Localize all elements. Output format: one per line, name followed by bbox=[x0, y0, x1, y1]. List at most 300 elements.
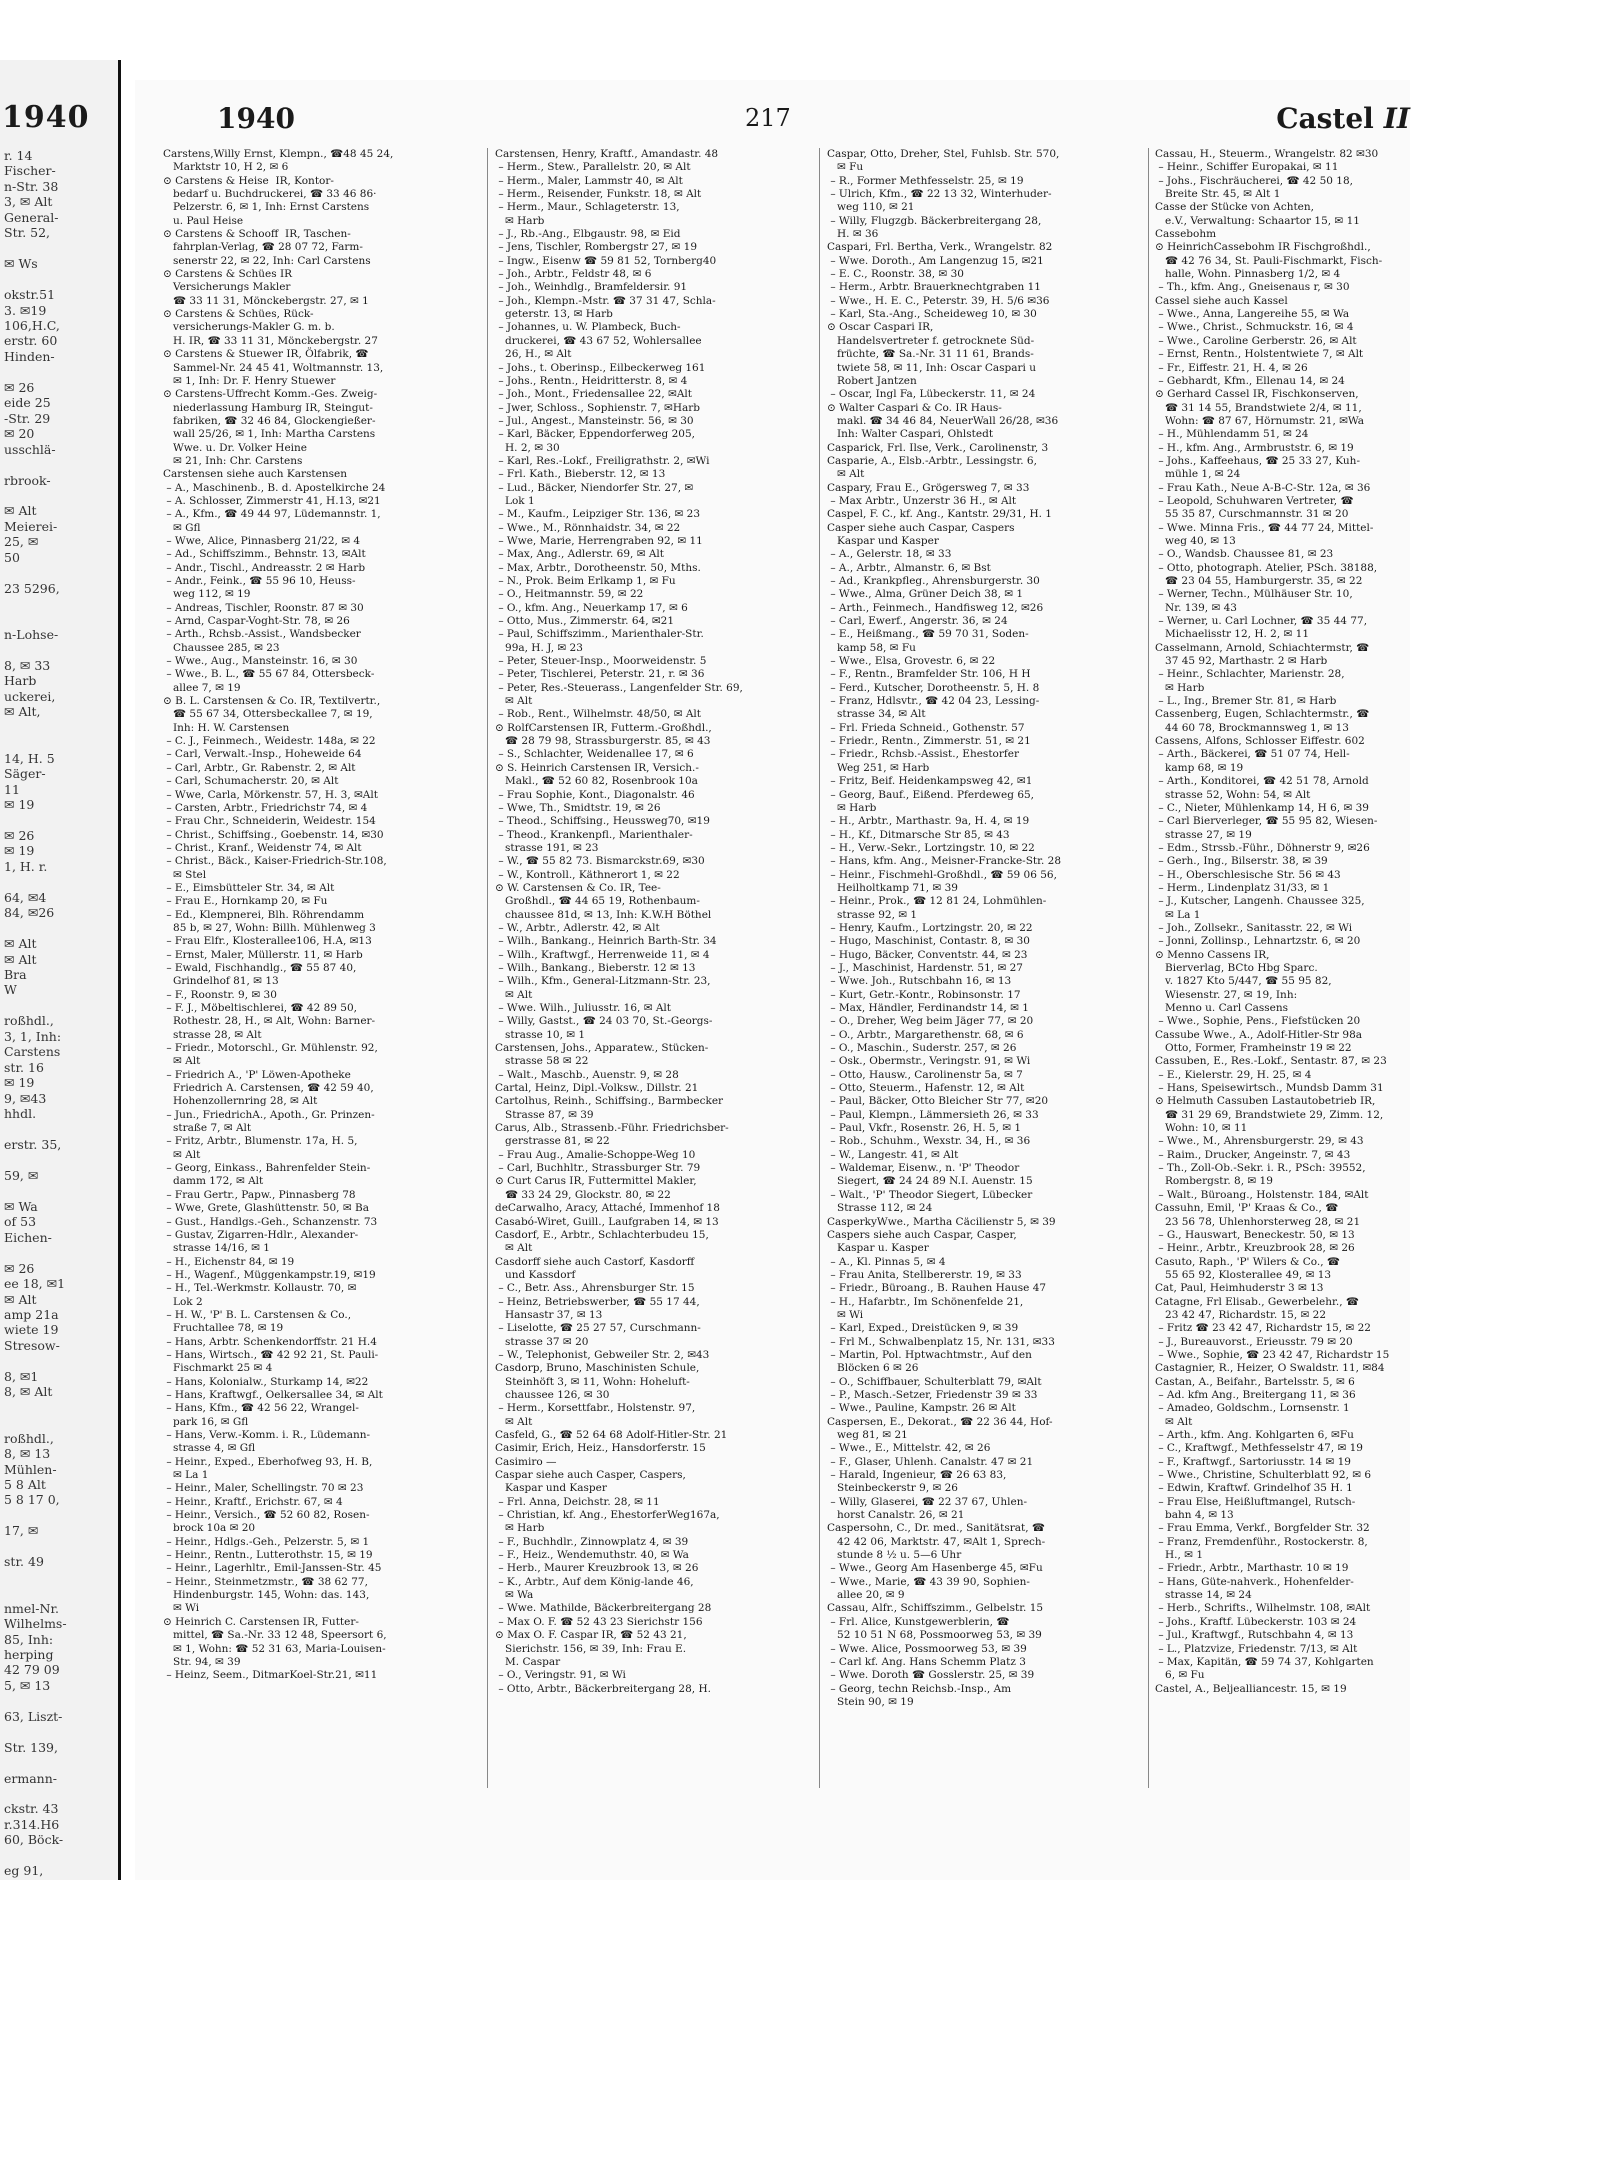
directory-entry-line: – Hans, Speisewirtsch., Mundsb Damm 31 bbox=[1155, 1082, 1384, 1095]
directory-entry-line: – L., Platzvize, Friedenstr. 7/13, ✉ Alt bbox=[1155, 1642, 1358, 1655]
previous-page-fragment: str. 49 bbox=[4, 1554, 44, 1570]
directory-entry-line: – H., Arbtr., Marthastr. 9a, H. 4, ✉ 19 bbox=[827, 815, 1030, 828]
directory-entry-line: 52 10 51 N 68, Possmoorweg 53, ✉ 39 bbox=[827, 1629, 1042, 1642]
previous-page-fragment bbox=[4, 1693, 116, 1708]
directory-entry-line: strasse 37 ✉ 20 bbox=[495, 1335, 589, 1348]
directory-entry-line: ⊙ Max O. F. Caspar IR, ☎ 52 43 21, bbox=[495, 1629, 687, 1642]
directory-entry-line: Casdorp, Bruno, Maschinisten Schule, bbox=[495, 1362, 700, 1375]
directory-entry-line: – Wwe, Grete, Glashüttenstr. 50, ✉ Ba bbox=[163, 1202, 369, 1215]
directory-entry-line: – Wwe., Georg Am Hasenberge 45, ✉Fu bbox=[827, 1562, 1043, 1575]
directory-entry-line: – Wwe. Joh., Rutschbahn 16, ✉ 13 bbox=[827, 975, 1012, 988]
previous-page-fragment: 3. ✉19 bbox=[4, 302, 47, 318]
directory-entry-line: – Max, Händler, Ferdinandstr 14, ✉ 1 bbox=[827, 1002, 1029, 1014]
directory-entry-line: twiete 58, ✉ 11, Inh: Oscar Caspari u bbox=[827, 361, 1036, 374]
previous-page-fragment bbox=[4, 488, 116, 503]
directory-entry-line: Wwe. u. Dr. Volker Heine bbox=[163, 441, 308, 454]
directory-entry-line: – Wilh., Bankang., Bieberstr. 12 ✉ 13 bbox=[495, 961, 696, 974]
previous-page-fragment bbox=[4, 1508, 116, 1523]
directory-entry-line: – S., Schlachter, Weidenallee 17, ✉ 6 bbox=[495, 748, 694, 761]
directory-entry-line: – O., kfm. Ang., Neuerkamp 17, ✉ 6 bbox=[495, 601, 688, 614]
directory-entry-line: – Ewald, Fischhandlg., ☎ 55 87 40, bbox=[163, 961, 357, 974]
directory-entry-line: – Carl Bierverleger, ☎ 55 95 82, Wiesen- bbox=[1155, 815, 1378, 828]
previous-page-fragment: r.314.H6 bbox=[4, 1816, 60, 1832]
directory-entry-line: – Frau Anita, Stellbererstr. 19, ✉ 33 bbox=[827, 1268, 1022, 1281]
directory-entry-line: – O., Schiffbauer, Schulterblatt 79, ✉Alt bbox=[827, 1375, 1042, 1388]
previous-page-fragment: 42 79 09 bbox=[4, 1662, 60, 1678]
directory-entry-line: Rombergstr. 8, ✉ 19 bbox=[1155, 1175, 1273, 1188]
directory-entry-line: – Wwe. Doroth., Am Langenzug 15, ✉21 bbox=[827, 254, 1044, 267]
directory-entry-line: Casdorff siehe auch Castorf, Kasdorff bbox=[495, 1255, 695, 1268]
directory-entry-line: Casfeld, G., ☎ 52 64 68 Adolf-Hitler-Str. 21 bbox=[495, 1429, 728, 1441]
directory-entry-line: – Fr., Eiffestr. 21, H. 4, ✉ 26 bbox=[1155, 361, 1308, 374]
directory-entry-line: – Herm., Arbtr. Brauerknechtgraben 11 bbox=[827, 281, 1041, 294]
directory-entry-line: – Wwe., E., Mittelstr. 42, ✉ 26 bbox=[827, 1442, 991, 1455]
previous-page-fragment: 9, ✉43 bbox=[4, 1090, 47, 1106]
directory-entry-line: Cassebohm bbox=[1155, 228, 1217, 241]
directory-entry-line: – Herm., Maler, Lammstr 40, ✉ Alt bbox=[495, 174, 683, 187]
directory-entry-line: – Arth., Feinmech., Handfisweg 12, ✉26 bbox=[827, 601, 1044, 614]
directory-entry-line: – H., Mühlendamm 51, ✉ 24 bbox=[1155, 428, 1309, 441]
directory-entry-line: H. IR, ☎ 33 11 31, Mönckebergstr. 27 bbox=[163, 334, 378, 347]
directory-entry-line: ✉ Alt bbox=[495, 695, 533, 708]
directory-entry-line: – Heinr., Hdlgs.-Geh., Pelzerstr. 5, ✉ 1 bbox=[163, 1535, 370, 1548]
directory-entry-line: – Carl kf. Ang. Hans Schemm Platz 3 bbox=[827, 1655, 1026, 1668]
directory-entry-line: Hindenburgstr. 145, Wohn: das. 143, bbox=[163, 1589, 370, 1602]
directory-entry-line: – Karl, Res.-Lokf., Freiligrathstr. 2, ✉Wi bbox=[495, 454, 710, 467]
previous-page-fragment: 5, ✉ 13 bbox=[4, 1677, 51, 1693]
directory-entry-line: – F., Kraftwgf., Sartoriusstr. 14 ✉ 19 bbox=[1155, 1455, 1351, 1468]
previous-page-fragment bbox=[4, 1400, 116, 1415]
directory-entry-line: Steinhöft 3, ✉ 11, Wohn: Hoheluft- bbox=[495, 1375, 690, 1388]
directory-entry-line: Caspersohn, C., Dr. med., Sanitätsrat, ☎ bbox=[827, 1522, 1045, 1535]
directory-entry-line: – Jwer, Schloss., Sophienstr. 7, ✉Harb bbox=[495, 401, 700, 414]
directory-entry-line: – O., Wandsb. Chaussee 81, ✉ 23 bbox=[1155, 548, 1334, 561]
column-divider bbox=[819, 148, 820, 1788]
previous-page-fragment bbox=[4, 612, 116, 627]
directory-entry-line: – Frau Else, Heißluftmangel, Rutsch- bbox=[1155, 1495, 1356, 1508]
directory-entry-line: – O., Maschin., Suderstr. 257, ✉ 26 bbox=[827, 1042, 1017, 1055]
previous-page-fragment: 3, ✉ Alt bbox=[4, 194, 53, 210]
directory-entry-line: – Peter, Steuer-Insp., Moorweidenstr. 5 bbox=[495, 655, 707, 668]
directory-entry-line: Cassau, H., Steuerm., Wrangelstr. 82 ✉30 bbox=[1155, 148, 1379, 160]
previous-page-fragment: 23 5296, bbox=[4, 580, 60, 596]
directory-entry-line: Castan, A., Beifahr., Bartelsstr. 5, ✉ 6 bbox=[1155, 1375, 1355, 1388]
directory-entry-line: ☎ 42 76 34, St. Pauli-Fischmarkt, Fisch- bbox=[1155, 254, 1383, 267]
directory-entry-line: ✉ Alt bbox=[827, 468, 865, 481]
previous-page-fragment: ✉ 26 bbox=[4, 1260, 35, 1276]
directory-entry-line: – Herm., Korsettfabr., Holstenstr. 97, bbox=[495, 1402, 696, 1415]
previous-page-fragment: ✉ Alt bbox=[4, 503, 37, 519]
previous-page-fragment: 17, ✉ bbox=[4, 1523, 39, 1539]
previous-page-fragment: okstr.51 bbox=[4, 287, 56, 303]
directory-entry-line: – Wwe., Elsa, Grovestr. 6, ✉ 22 bbox=[827, 655, 996, 668]
previous-page-fragment: amp 21a bbox=[4, 1306, 59, 1322]
directory-entry-line: Steinbeckerstr 9, ✉ 26 bbox=[827, 1482, 958, 1495]
directory-entry-line: u. Paul Heise bbox=[163, 214, 244, 227]
directory-entry-line: strasse 4, ✉ Gfl bbox=[163, 1442, 256, 1455]
previous-page-fragment: erstr. 35, bbox=[4, 1137, 62, 1152]
directory-entry-line: – Arth., Konditorei, ☎ 42 51 78, Arnold bbox=[1155, 775, 1369, 788]
directory-entry-line: – Frl M., Schwalbenplatz 15, Nr. 131, ✉33 bbox=[827, 1335, 1055, 1348]
previous-page-fragment: ee 18, ✉1 bbox=[4, 1276, 66, 1292]
directory-entry-line: – Arth., kfm. Ang. Kohlgarten 6, ✉Fu bbox=[1155, 1429, 1354, 1441]
directory-entry-line: – Friedr., Arbtr., Marthastr. 10 ✉ 19 bbox=[1155, 1562, 1349, 1575]
directory-entry-line: – Georg, Bauf., Eißend. Pferdeweg 65, bbox=[827, 788, 1035, 801]
directory-entry-line: – Hans, Kolonialw., Sturkamp 14, ✉22 bbox=[163, 1375, 369, 1388]
previous-page-fragment: n-Lohse- bbox=[4, 627, 59, 643]
directory-entry-line: brock 10a ✉ 20 bbox=[163, 1522, 256, 1535]
directory-entry-line: Stein 90, ✉ 19 bbox=[827, 1695, 914, 1708]
previous-page-fragment bbox=[4, 565, 116, 580]
directory-entry-line: Friedrich A. Carstensen, ☎ 42 59 40, bbox=[163, 1082, 374, 1095]
directory-column-3 bbox=[827, 148, 1145, 1788]
directory-entry-line: – H., Verw.-Sekr., Lortzingstr. 10, ✉ 22 bbox=[827, 841, 1035, 854]
directory-entry-line: Makl., ☎ 52 60 82, Rosenbrook 10a bbox=[495, 775, 698, 788]
previous-page-fragment: 106,H.C, bbox=[4, 317, 60, 333]
directory-entry-line: CasperkyWwe., Martha Cäcilienstr 5, ✉ 39 bbox=[827, 1215, 1056, 1228]
directory-entry-line: ⊙ Carstens & Stuewer IR, Ölfabrik, ☎ bbox=[163, 348, 369, 361]
directory-entry-line: – Willy, Flugzgb. Bäckerbreitergang 28, bbox=[827, 214, 1042, 227]
directory-entry-line: – F., Buchhdlr., Zinnowplatz 4, ✉ 39 bbox=[495, 1535, 689, 1548]
directory-entry-line: Catagne, Frl Elisab., Gewerbelehr., ☎ bbox=[1155, 1295, 1359, 1308]
directory-entry-line: – Heinz, Betriebswerber, ☎ 55 17 44, bbox=[495, 1295, 700, 1308]
previous-page-fragment bbox=[4, 1245, 116, 1260]
directory-entry-line: – F., Glaser, Uhlenh. Canalstr. 47 ✉ 21 bbox=[827, 1455, 1034, 1468]
directory-column-4 bbox=[1155, 148, 1405, 1788]
directory-column-1 bbox=[163, 148, 481, 1788]
directory-entry-line: – Hugo, Bäcker, Conventstr. 44, ✉ 23 bbox=[827, 948, 1028, 961]
directory-entry-line: ✉ Harb bbox=[827, 801, 877, 814]
directory-entry-line: – Carl, Buchhltr., Strassburger Str. 79 bbox=[495, 1162, 701, 1175]
directory-entry-line: – Franz, Hdlsvtr., ☎ 42 04 23, Lessing- bbox=[827, 695, 1040, 708]
previous-page-fragment: nmel-Nr. bbox=[4, 1600, 60, 1616]
previous-page-fragment: 63, Liszt- bbox=[4, 1708, 63, 1724]
directory-entry-line: – Otto, photograph. Atelier, PSch. 38188, bbox=[1155, 561, 1378, 574]
directory-entry-line: Wohn: ☎ 87 67, Hörnumstr. 21, ✉Wa bbox=[1155, 414, 1365, 427]
section-roman: II bbox=[1383, 102, 1410, 135]
directory-entry-line: gerstrasse 81, ✉ 22 bbox=[495, 1135, 610, 1148]
directory-entry-line: Heilholtkamp 71, ✉ 39 bbox=[827, 881, 958, 894]
directory-entry-line: – Frau Sophie, Kont., Diagonalstr. 46 bbox=[495, 788, 695, 801]
directory-entry-line: Casper siehe auch Caspar, Caspers bbox=[827, 521, 1015, 534]
directory-entry-line: – W., Telephonist, Gebweiler Str. 2, ✉43 bbox=[495, 1348, 710, 1361]
directory-entry-line: – Walt., Maschb., Auenstr. 9, ✉ 28 bbox=[495, 1068, 679, 1081]
directory-entry-line: – Jul., Angest., Mansteinstr. 56, ✉ 30 bbox=[495, 414, 694, 427]
directory-entry-line: – L., Ing., Bremer Str. 81, ✉ Harb bbox=[1155, 695, 1337, 708]
directory-entry-line: Fruchtallee 78, ✉ 19 bbox=[163, 1322, 284, 1335]
previous-page-fragment bbox=[4, 457, 116, 472]
directory-entry-line: – Heinr., Maler, Schellingstr. 70 ✉ 23 bbox=[163, 1482, 364, 1495]
directory-entry-line: – F., Rentn., Bramfelder Str. 106, H H bbox=[827, 668, 1031, 681]
directory-entry-line: ⊙ HeinrichCassebohm IR Fischgroßhdl., bbox=[1155, 241, 1371, 254]
directory-entry-line: Casselmann, Arnold, Schiachtermstr, ☎ bbox=[1155, 641, 1370, 654]
directory-entry-line: Rothestr. 28, H., ✉ Alt, Wohn: Barner- bbox=[163, 1015, 376, 1028]
previous-page-fragment bbox=[4, 1724, 116, 1739]
directory-entry-line: – Rob., Rent., Wilhelmstr. 48/50, ✉ Alt bbox=[495, 708, 701, 721]
directory-entry-line: Caspary, Frau E., Grögersweg 7, ✉ 33 bbox=[827, 481, 1030, 494]
previous-page-fragment: ✉ Wa bbox=[4, 1198, 38, 1214]
directory-entry-line: Großhdl., ☎ 44 65 19, Rothenbaum- bbox=[495, 895, 700, 908]
directory-entry-line: strasse 14/16, ✉ 1 bbox=[163, 1242, 270, 1255]
directory-entry-line: – Theod., Krankenpfl., Marienthaler- bbox=[495, 828, 693, 841]
previous-page-fragment: of 53 bbox=[4, 1214, 37, 1230]
directory-entry-line: allee 7, ✉ 19 bbox=[163, 681, 241, 694]
directory-entry-line: – Ernst, Maler, Müllerstr. 11, ✉ Harb bbox=[163, 948, 363, 961]
previous-page-fragment bbox=[4, 596, 116, 611]
directory-entry-line: ⊙ Menno Cassens IR, bbox=[1155, 948, 1270, 961]
column-divider bbox=[487, 148, 488, 1788]
previous-page-fragment bbox=[4, 1848, 116, 1863]
directory-entry-line: – E., Kielerstr. 29, H. 25, ✉ 4 bbox=[1155, 1068, 1312, 1081]
directory-entry-line: ✉ Alt bbox=[495, 988, 533, 1001]
directory-entry-line: – Johannes, u. W. Plambeck, Buch- bbox=[495, 321, 681, 334]
directory-entry-line: – Heinr., Steinmetzmstr., ☎ 38 62 77, bbox=[163, 1575, 368, 1588]
directory-entry-line: Kaspar und Kasper bbox=[827, 534, 939, 547]
directory-entry-line: deCarwalho, Aracy, Attaché, Immenhof 18 bbox=[495, 1202, 720, 1215]
directory-entry-line: Caspersen, E., Dekorat., ☎ 22 36 44, Hof- bbox=[827, 1415, 1053, 1428]
directory-entry-line: – M., Kaufm., Leipziger Str. 136, ✉ 23 bbox=[495, 508, 701, 521]
directory-entry-line: – Wwe. Minna Fris., ☎ 44 77 24, Mittel- bbox=[1155, 521, 1374, 534]
directory-entry-line: ✉ Wi bbox=[827, 1308, 864, 1321]
directory-entry-line: – Edm., Strssb.-Führ., Döhnerstr 9, ✉26 bbox=[1155, 841, 1370, 854]
directory-entry-line: Pelzerstr. 6, ✉ 1, Inh: Ernst Carstens bbox=[163, 201, 370, 214]
directory-entry-line: – Paul, Bäcker, Otto Bleicher Str 77, ✉20 bbox=[827, 1095, 1049, 1108]
directory-entry-line: – Max Arbtr., Unzerstr 36 H., ✉ Alt bbox=[827, 494, 1017, 507]
directory-entry-line: Wiesenstr. 27, ✉ 19, Inh: bbox=[1155, 988, 1298, 1001]
previous-page-fragment: Str. 52, bbox=[4, 225, 51, 241]
directory-entry-line: – Friedr., Rentn., Zimmerstr. 51, ✉ 21 bbox=[827, 735, 1031, 748]
directory-entry-line: Breite Str. 45, ✉ Alt 1 bbox=[1155, 188, 1281, 201]
directory-entry-line: – E. C., Roonstr. 38, ✉ 30 bbox=[827, 268, 964, 281]
previous-page-fragment: Str. 139, bbox=[4, 1739, 58, 1755]
directory-entry-line: weg 110, ✉ 21 bbox=[827, 201, 915, 214]
previous-page-fragment: ✉ 19 bbox=[4, 843, 35, 859]
directory-entry-line: – Wwe., Caroline Gerberstr. 26, ✉ Alt bbox=[1155, 334, 1357, 347]
previous-page-fragment bbox=[4, 364, 116, 379]
directory-entry-line: ☎ 31 29 69, Brandstwiete 29, Zimm. 12, bbox=[1155, 1108, 1384, 1121]
previous-page-fragment: Eichen- bbox=[4, 1229, 52, 1245]
directory-entry-line: – Theod., Schiffsing., Heussweg70, ✉19 bbox=[495, 815, 710, 828]
previous-page-fragment: 3, 1, Inh: bbox=[4, 1028, 62, 1044]
directory-entry-line: – Wilh., Bankang., Heinrich Barth-Str. 34 bbox=[495, 935, 717, 948]
previous-page-fragment: n-Str. 38 bbox=[4, 178, 59, 194]
directory-entry-line: stunde 8 ½ u. 5—6 Uhr bbox=[827, 1549, 962, 1562]
directory-entry-line: versicherungs-Makler G. m. b. bbox=[163, 321, 335, 334]
directory-entry-line: H. ✉ 36 bbox=[827, 228, 879, 241]
previous-page-fragment: 60, Böck- bbox=[4, 1832, 64, 1848]
directory-entry-line: – Johs., Kaffeehaus, ☎ 25 33 27, Kuh- bbox=[1155, 454, 1360, 467]
directory-entry-line: – Paul, Klempn., Lämmersieth 26, ✉ 33 bbox=[827, 1108, 1039, 1121]
directory-entry-line: wall 25/26, ✉ 1, Inh: Martha Carstens bbox=[163, 428, 376, 441]
previous-page-fragment bbox=[4, 720, 116, 735]
directory-entry-line: fahrplan-Verlag, ☎ 28 07 72, Farm- bbox=[163, 241, 363, 254]
directory-entry-line: – Andr., Feink., ☎ 55 96 10, Heuss- bbox=[163, 575, 356, 587]
previous-page-fragment: General- bbox=[4, 209, 59, 225]
directory-entry-line: – A., Kfm., ☎ 49 44 97, Lüdemannstr. 1, bbox=[163, 508, 381, 521]
directory-entry-line: – Wwe, Alice, Pinnasberg 21/22, ✉ 4 bbox=[163, 534, 361, 547]
directory-entry-line: – Friedr., Büroang., B. Rauhen Hause 47 bbox=[827, 1282, 1047, 1295]
directory-entry-line: allee 20, ✉ 9 bbox=[827, 1589, 905, 1602]
directory-entry-line: – Paul, Schiffszimm., Marienthaler-Str. bbox=[495, 628, 704, 641]
previous-page-fragment: 25, ✉ bbox=[4, 534, 39, 550]
directory-entry-line: – Wwe., M., Ahrensburgerstr. 29, ✉ 43 bbox=[1155, 1135, 1364, 1148]
directory-entry-line: Hohenzollernring 28, ✉ Alt bbox=[163, 1095, 318, 1108]
directory-entry-line: geterstr. 13, ✉ Harb bbox=[495, 308, 613, 321]
directory-entry-line: Carstensen siehe auch Karstensen bbox=[163, 468, 347, 481]
directory-entry-line: Carus, Alb., Strassenb.-Führ. Friedrichsber- bbox=[495, 1122, 729, 1135]
directory-entry-line: – Ulrich, Kfm., ☎ 22 13 32, Winterhuder- bbox=[827, 188, 1052, 201]
directory-entry-line: Fischmarkt 25 ✉ 4 bbox=[163, 1362, 273, 1375]
directory-entry-line: – Arth., Bäckerei, ☎ 51 07 74, Hell- bbox=[1155, 748, 1350, 761]
directory-entry-line: – W., Kontroll., Käthnerort 1, ✉ 22 bbox=[495, 868, 680, 881]
previous-page-fragment: 1, H. r. bbox=[4, 858, 48, 874]
directory-entry-line: – Heinr., Exped., Eberhofweg 93, H. B, bbox=[163, 1455, 373, 1468]
directory-entry-line: – Otto, Hausw., Carolinenstr 5a, ✉ 7 bbox=[827, 1068, 1023, 1081]
directory-entry-line: Carstensen, Johs., Apparatew., Stücken- bbox=[495, 1042, 709, 1055]
directory-entry-line: – Leopold, Schuhwaren Vertreter, ☎ bbox=[1155, 494, 1354, 507]
directory-entry-line: H. 2, ✉ 30 bbox=[495, 441, 560, 454]
directory-entry-line: – Ed., Klempnerei, Blh. Röhrendamm bbox=[163, 908, 365, 921]
directory-entry-line: – Hans, Verw.-Komm. i. R., Lüdemann- bbox=[163, 1429, 371, 1441]
directory-entry-line: ☎ 33 11 31, Mönckebergstr. 27, ✉ 1 bbox=[163, 294, 369, 307]
directory-entry-line: – Wwe., Pauline, Kampstr. 26 ✉ Alt bbox=[827, 1402, 1016, 1415]
directory-entry-line: – Carl, Ewerf., Angerstr. 36, ✉ 24 bbox=[827, 615, 1008, 628]
directory-entry-line: – Karl, Exped., Dreistücken 9, ✉ 39 bbox=[827, 1322, 1019, 1335]
previous-page-fragment: 14, H. 5 bbox=[4, 750, 55, 766]
directory-entry-line: Cartal, Heinz, Dipl.-Volksw., Dillstr. 21 bbox=[495, 1082, 699, 1095]
directory-entry-line: bedarf u. Buchdruckerei, ☎ 33 46 86· bbox=[163, 188, 377, 201]
directory-entry-line: – Hans, Kfm., ☎ 42 56 22, Wrangel- bbox=[163, 1402, 359, 1415]
previous-page-fragment: Säger- bbox=[4, 766, 46, 782]
directory-entry-line: ☎ 55 67 34, Ottersbeckallee 7, ✉ 19, bbox=[163, 708, 373, 721]
previous-page-fragment bbox=[4, 1755, 116, 1770]
directory-entry-line: – Heinr., Arbtr., Kreuzbrook 28, ✉ 26 bbox=[1155, 1242, 1355, 1255]
directory-entry-line: Cartolhus, Reinh., Schiffsing., Barmbecker bbox=[495, 1095, 724, 1108]
directory-entry-line: – Carl, Arbtr., Gr. Rabenstr. 2, ✉ Alt bbox=[163, 761, 356, 774]
directory-entry-line: M. Caspar bbox=[495, 1655, 561, 1668]
previous-page-fragment: Carstens bbox=[4, 1044, 61, 1060]
directory-entry-line: Casimir, Erich, Heiz., Hansdorferstr. 15 bbox=[495, 1442, 706, 1455]
directory-entry-line: – Johs., t. Oberinsp., Eilbeckerweg 161 bbox=[495, 361, 706, 374]
directory-entry-line: ✉ Wa bbox=[495, 1589, 534, 1602]
directory-entry-line: – Hans, Arbtr. Schenkendorffstr. 21 H.4 bbox=[163, 1335, 377, 1348]
directory-entry-line: – Frau Kath., Neue A-B-C-Str. 12a, ✉ 36 bbox=[1155, 481, 1371, 494]
directory-entry-line: – Wwe. Mathilde, Bäckerbreitergang 28 bbox=[495, 1602, 712, 1615]
directory-entry-line: strasse 28, ✉ Alt bbox=[163, 1028, 262, 1041]
directory-entry-line: 99a, H. J, ✉ 23 bbox=[495, 641, 583, 654]
directory-entry-line: – Ad., Schiffszimm., Behnstr. 13, ✉Alt bbox=[163, 548, 366, 561]
directory-entry-line: – Amadeo, Goldschm., Lornsenstr. 1 bbox=[1155, 1402, 1350, 1415]
directory-entry-line: – Frau Chr., Schneiderin, Weidestr. 154 bbox=[163, 815, 376, 828]
directory-entry-line: – Henry, Kaufm., Lortzingstr. 20, ✉ 22 bbox=[827, 921, 1033, 934]
directory-entry-line: – Otto, Arbtr., Bäckerbreitergang 28, H. bbox=[495, 1682, 711, 1695]
directory-entry-line: – Wwe., Anna, Langereihe 55, ✉ Wa bbox=[1155, 308, 1350, 321]
previous-page-fragment bbox=[4, 1122, 116, 1137]
directory-entry-line: ✉ Harb bbox=[1155, 681, 1205, 694]
directory-entry-line: – Max, Kapitän, ☎ 59 74 37, Kohlgarten bbox=[1155, 1655, 1374, 1668]
directory-entry-line: – A., Maschinenb., B. d. Apostelkirche 24 bbox=[163, 481, 386, 494]
directory-entry-line: – Max O. F. ☎ 52 43 23 Sierichstr 156 bbox=[495, 1615, 703, 1628]
directory-entry-line: – Frl. Frieda Schneid., Gothenstr. 57 bbox=[827, 721, 1025, 734]
directory-entry-line: – Ferd., Kutscher, Dorotheenstr. 5, H. 8 bbox=[827, 681, 1040, 694]
directory-entry-line: – Ingw., Eisenw ☎ 59 81 52, Tornberg40 bbox=[495, 254, 717, 267]
directory-entry-line: Castagnier, R., Heizer, O Swaldstr. 11, ✉84 bbox=[1155, 1362, 1385, 1375]
directory-entry-line: Handelsvertreter f. getrocknete Süd- bbox=[827, 334, 1035, 347]
directory-entry-line: – Wwe., Christine, Schulterblatt 92, ✉ 6 bbox=[1155, 1469, 1372, 1482]
directory-entry-line: ✉ Harb bbox=[495, 1522, 545, 1535]
directory-entry-line: – Joh., Klempn.-Mstr. ☎ 37 31 47, Schla- bbox=[495, 294, 716, 307]
directory-entry-line: – Wwe. Wilh., Juliusstr. 16, ✉ Alt bbox=[495, 1002, 672, 1014]
previous-page-fragment: Hinden- bbox=[4, 348, 55, 364]
column-divider bbox=[1148, 148, 1149, 1788]
directory-entry-line: – Jul., Kraftwgf., Rutschbahn 4, ✉ 13 bbox=[1155, 1629, 1354, 1642]
directory-entry-line: – O., Heitmannstr. 59, ✉ 22 bbox=[495, 588, 644, 601]
directory-entry-line: – Martin, Pol. Hptwachtmstr., Auf den bbox=[827, 1348, 1032, 1361]
directory-entry-line: weg 112, ✉ 19 bbox=[163, 588, 251, 601]
directory-entry-line: – Wwe., M., Rönnhaidstr. 34, ✉ 22 bbox=[495, 521, 681, 534]
directory-entry-line: – N., Prok. Beim Erlkamp 1, ✉ Fu bbox=[495, 575, 676, 587]
directory-entry-line: – A., Arbtr., Almanstr. 6, ✉ Bst bbox=[827, 561, 991, 574]
directory-entry-line: – Peter, Tischlerei, Peterstr. 21, r. ✉ 36 bbox=[495, 668, 705, 681]
directory-entry-line: Lok 1 bbox=[495, 494, 535, 507]
previous-page-fragment: r. 14 bbox=[4, 148, 33, 163]
directory-entry-line: strasse 27, ✉ 19 bbox=[1155, 828, 1252, 841]
directory-entry-line: straße 7, ✉ Alt bbox=[163, 1122, 252, 1135]
directory-entry-line: kamp 68, ✉ 19 bbox=[1155, 761, 1244, 774]
directory-entry-line: – Gebhardt, Kfm., Ellenau 14, ✉ 24 bbox=[1155, 374, 1345, 387]
directory-entry-line: – H., kfm. Ang., Armbruststr. 6, ✉ 19 bbox=[1155, 441, 1354, 454]
directory-entry-line: Casparick, Frl. Ilse, Verk., Carolinenstr, 3 bbox=[827, 441, 1049, 454]
previous-page-fragment: str. 16 bbox=[4, 1059, 44, 1075]
directory-entry-line: 85 b, ✉ 27, Wohn: Billh. Mühlenweg 3 bbox=[163, 921, 376, 934]
directory-entry-line: – H., Eichenstr 84, ✉ 19 bbox=[163, 1255, 295, 1268]
directory-entry-line: – Wwe., Aug., Mansteinstr. 16, ✉ 30 bbox=[163, 655, 358, 668]
directory-entry-line: – Lud., Bäcker, Niendorfer Str. 27, ✉ bbox=[495, 481, 694, 494]
previous-page-fragment: 11 bbox=[4, 781, 20, 797]
directory-entry-line: – Christian, kf. Ang., EhestorferWeg167a, bbox=[495, 1509, 720, 1522]
directory-entry-line: ☎ 31 14 55, Brandstwiete 2/4, ✉ 11, bbox=[1155, 401, 1362, 414]
page-header bbox=[135, 102, 1410, 142]
previous-page-fragment: Harb bbox=[4, 673, 37, 689]
previous-page-fragment: roßhdl., bbox=[4, 1013, 54, 1029]
directory-entry-line: Bierverlag, BCto Hbg Sparc. bbox=[1155, 961, 1318, 974]
directory-entry-line: – W., ☎ 55 82 73. Bismarckstr.69, ✉30 bbox=[495, 855, 705, 868]
previous-page-fragment: ✉ Alt bbox=[4, 951, 37, 967]
directory-entry-line: Cassel siehe auch Kassel bbox=[1155, 294, 1288, 307]
directory-entry-line: Caspel, F. C., kf. Ang., Kantstr. 29/31, H. 1 bbox=[827, 508, 1052, 521]
previous-page-fragment: Wilhelms- bbox=[4, 1616, 67, 1632]
previous-page-fragment bbox=[4, 272, 116, 287]
directory-entry-line: – Arnd, Caspar-Voght-Str. 78, ✉ 26 bbox=[163, 615, 350, 628]
directory-entry-line: Versicherungs Makler bbox=[163, 281, 291, 294]
directory-entry-line: – Fritz ☎ 23 42 47, Richardstr 15, ✉ 22 bbox=[1155, 1322, 1371, 1335]
directory-entry-line: – Christ., Bäck., Kaiser-Friedrich-Str.108, bbox=[163, 855, 387, 868]
directory-entry-line: Casuto, Raph., 'P' Wilers & Co., ☎ bbox=[1155, 1255, 1340, 1268]
directory-entry-line: Cassau, Alfr., Schiffszimm., Gelbelstr. 15 bbox=[827, 1602, 1044, 1615]
previous-page-fragment: W bbox=[4, 982, 17, 998]
directory-entry-line: – Raim., Drucker, Angeinstr. 7, ✉ 43 bbox=[1155, 1148, 1351, 1161]
directory-entry-line: Cassube Wwe., A., Adolf-Hitler-Str 98a bbox=[1155, 1028, 1363, 1041]
directory-entry-line: ⊙ Carstens-Uffrecht Komm.-Ges. Zweig- bbox=[163, 388, 378, 401]
directory-entry-line: 42 42 06, Marktstr. 47, ✉Alt 1, Sprech- bbox=[827, 1535, 1046, 1548]
directory-entry-line: – Gustav, Zigarren-Hdlr., Alexander- bbox=[163, 1228, 359, 1241]
directory-entry-line: Otto, Former, Framheinstr 19 ✉ 22 bbox=[1155, 1042, 1352, 1055]
directory-entry-line: Str. 94, ✉ 39 bbox=[163, 1655, 241, 1668]
directory-entry-line: Cat, Paul, Heimhuderstr 3 ✉ 13 bbox=[1155, 1282, 1324, 1295]
directory-entry-line: – Andr., Tischl., Andreasstr. 2 ✉ Harb bbox=[163, 561, 366, 574]
directory-entry-line: – H. W., 'P' B. L. Carstensen & Co., bbox=[163, 1308, 352, 1321]
previous-page-fragment: Meierei- bbox=[4, 518, 58, 534]
